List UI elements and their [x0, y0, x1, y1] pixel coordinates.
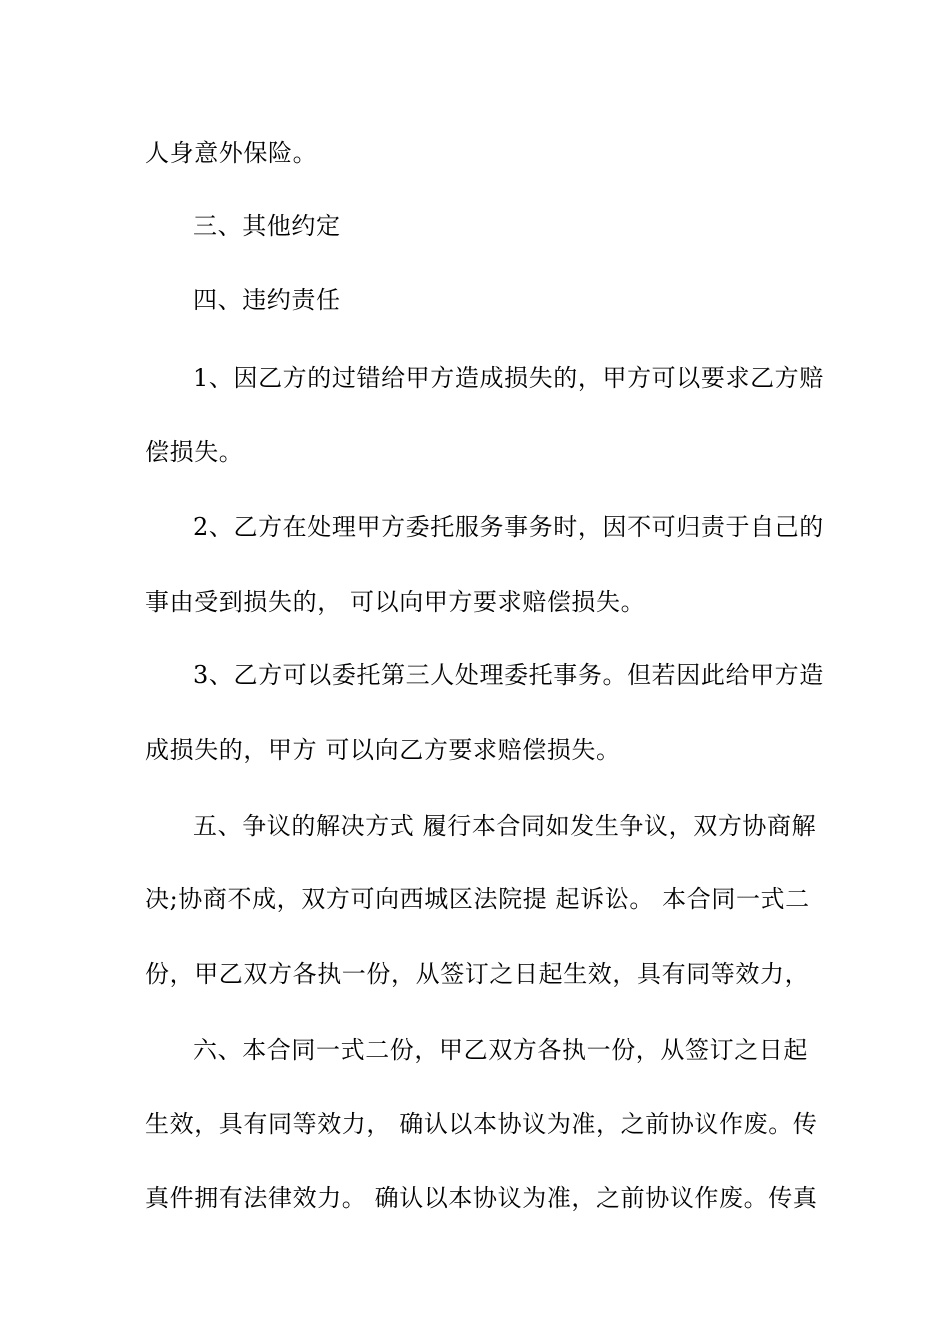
text-line: 1、因乙方的过错给甲方造成损失的，甲方可以要求乙方赔 — [193, 364, 824, 392]
section-heading: 四、违约责任 — [193, 286, 341, 314]
section-heading: 三、其他约定 — [193, 212, 341, 240]
text-line: 人身意外保险。 — [145, 139, 318, 167]
section-heading: 六、本合同一式二份，甲乙双方各执一份，从签订之日起 — [193, 1036, 808, 1064]
text-line: 2、乙方在处理甲方委托服务事务时，因不可归责于自己的 — [193, 513, 824, 541]
text-line: 成损失的，甲方 可以向乙方要求赔偿损失。 — [145, 736, 621, 764]
text-line: 决;协商不成，双方可向西城区法院提 起诉讼。 本合同一式二 — [145, 885, 810, 913]
text-line: 生效，具有同等效力， 确认以本协议为准，之前协议作废。传 — [145, 1110, 818, 1138]
section-heading: 五、争议的解决方式 履行本合同如发生争议，双方协商解 — [193, 812, 817, 840]
text-line: 事由受到损失的， 可以向甲方要求赔偿损失。 — [145, 588, 646, 616]
text-line: 份，甲乙双方各执一份，从签订之日起生效，具有同等效力， — [145, 960, 810, 988]
text-line: 3、乙方可以委托第三人处理委托事务。但若因此给甲方造 — [193, 661, 824, 689]
text-line: 偿损失。 — [145, 438, 244, 466]
text-line: 真件拥有法律效力。 确认以本协议为准，之前协议作废。传真 — [145, 1184, 818, 1212]
